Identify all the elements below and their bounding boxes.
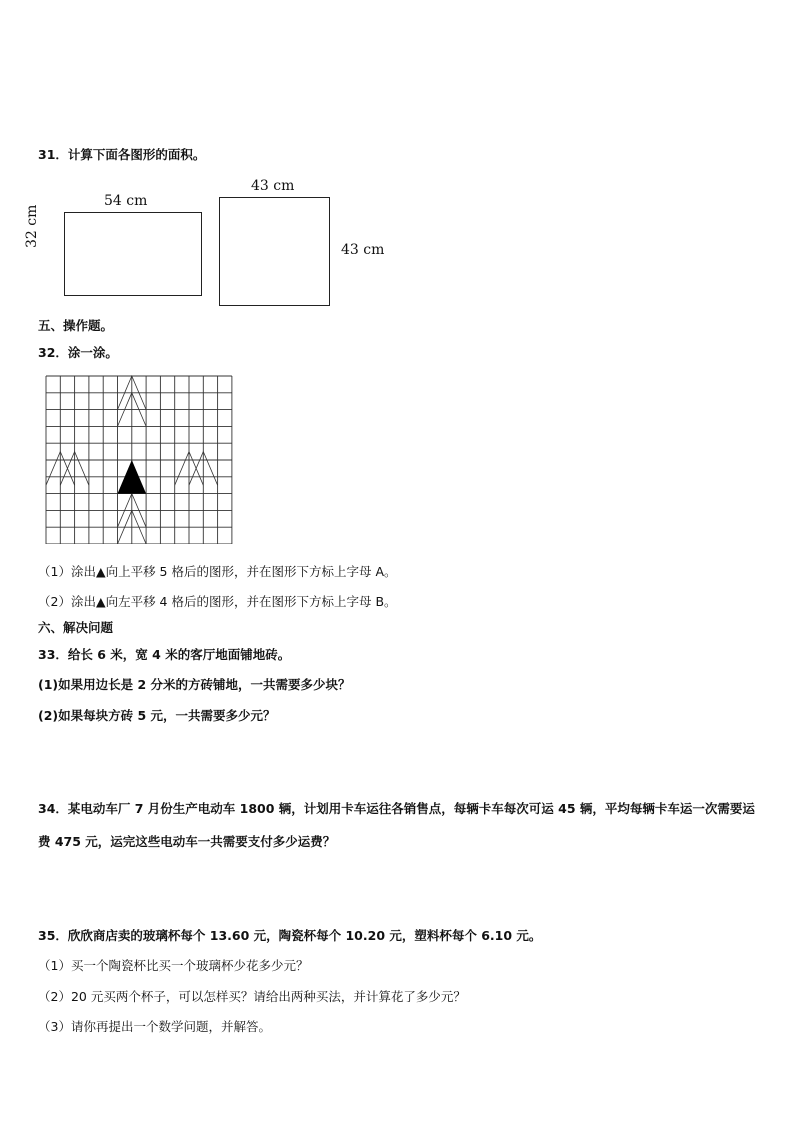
rect1-width-label: 54 cm [104,193,148,209]
q32-prompt: 32．涂一涂。 [38,345,118,360]
section5-title: 五、操作题。 [38,318,114,333]
rect2-top-label: 43 cm [251,178,295,194]
rect1-height-label: 32 cm [24,204,40,248]
q35-sub2: （2）20 元买两个杯子，可以怎样买？请给出两种买法，并计算花了多少元？ [38,989,466,1004]
translation-grid [44,374,236,544]
q33-prompt: 33．给长 6 米，宽 4 米的客厅地面铺地砖。 [38,647,291,662]
q33-sub2: (2)如果每块方砖 5 元，一共需要多少元？ [38,708,276,723]
rect2-shape [219,197,330,306]
q35-prompt: 35．欣欣商店卖的玻璃杯每个 13.60 元，陶瓷杯每个 10.20 元，塑料杯每个 6.10 元。 [38,928,542,943]
section6-title: 六、解决问题 [38,620,114,635]
q33-sub1: (1)如果用边长是 2 分米的方砖铺地，一共需要多少块？ [38,677,351,692]
q31-prompt: 31．计算下面各图形的面积。 [38,147,206,162]
rect1-shape [64,212,202,296]
q32-sub1: （1）涂出▲向上平移 5 格后的图形，并在图形下方标上字母 A。 [38,564,397,579]
q32-sub2: （2）涂出▲向左平移 4 格后的图形，并在图形下方标上字母 B。 [38,594,397,609]
rect2-side-label: 43 cm [341,242,385,258]
q34-prompt: 34．某电动车厂 7 月份生产电动车 1800 辆，计划用卡车运往各销售点，每辆卡车每次可运 45 辆，平均每辆卡车运一次需要运费 475 元，运完这些电动车一共需要支付多少运费？ [38,801,755,849]
q35-sub1: （1）买一个陶瓷杯比买一个玻璃杯少花多少元？ [38,958,309,973]
q35-sub3: （3）请你再提出一个数学问题，并解答。 [38,1019,271,1034]
